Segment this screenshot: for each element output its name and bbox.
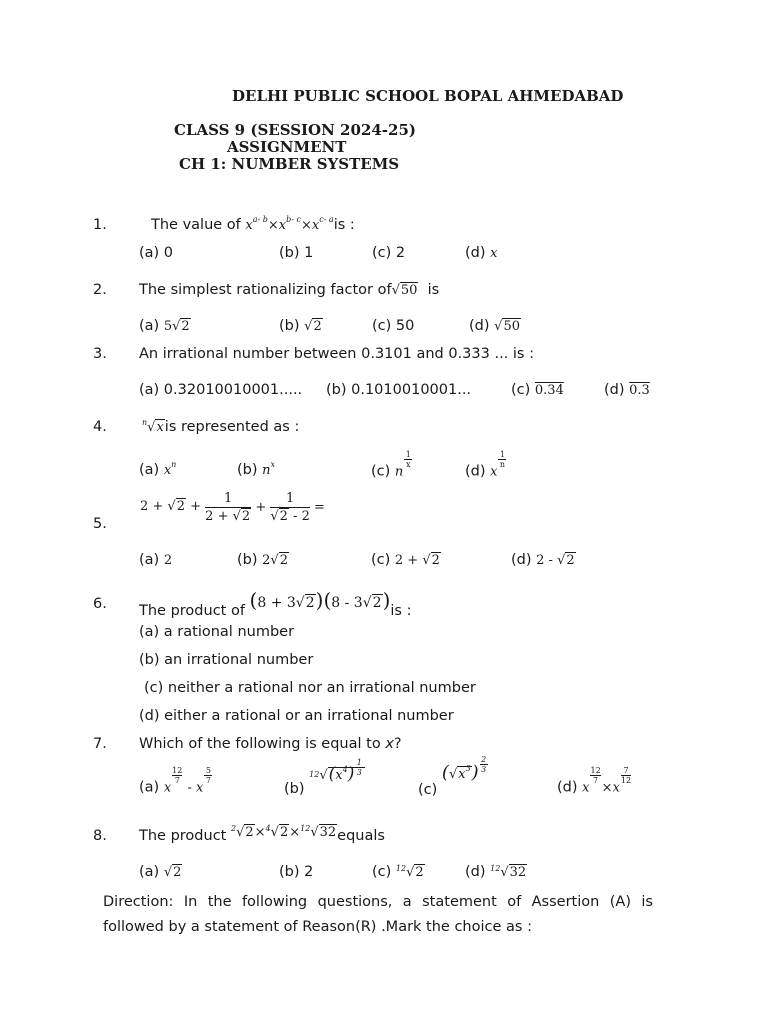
option: (a) 0	[139, 245, 174, 261]
question-text: Which of the following is equal to x?	[139, 736, 402, 752]
expression: 2 + √2 + $\frac{1}{2 + √2}$ + $\frac{1}{√2 - 2}$ =	[140, 491, 325, 524]
option: (c) 2 + √2	[371, 552, 440, 568]
question-number: 2.	[93, 282, 107, 298]
option: (d) x $\frac{1}{n}$	[465, 450, 506, 480]
option: (b) an irrational number	[139, 652, 314, 668]
option: (c) $^{12}$√2	[372, 864, 424, 880]
question-text: $^n$√xis represented as :	[142, 418, 300, 435]
option: (c) $(√x^3)$ $\frac{2}{3}$	[418, 755, 487, 798]
question-number: 7.	[93, 736, 107, 752]
expression: $^2$√2×$^4$√2×$^{12}$√32	[230, 824, 337, 840]
option: (d) x	[465, 245, 498, 261]
option: (a) a rational number	[139, 624, 295, 640]
question-text: An irrational number between 0.3101 and 0.333 ... is :	[139, 346, 534, 362]
expression: √50	[391, 283, 418, 298]
option: (a) $x^n$	[139, 460, 177, 478]
question-text: The product $^2$√2×$^4$√2×$^{12}$√32equals	[139, 824, 385, 844]
option: (c) 50	[372, 318, 415, 334]
school-name: DELHI PUBLIC SCHOOL BOPAL AHMEDABAD	[232, 87, 624, 105]
option: (d) x $\frac{12}{7}$ ×x $\frac{7}{12}$	[557, 766, 632, 796]
expression: (8 + 3√2)(8 - 3√2)	[249, 588, 391, 612]
question-number: 5.	[93, 516, 107, 532]
question-text: The value of $x^{a- b}\times x^{b- c}\times x^{c- a}is$ :	[151, 215, 355, 233]
chapter-title: CH 1: NUMBER SYSTEMS	[179, 155, 400, 173]
question-number: 4.	[93, 419, 107, 435]
option: (d) 0.3	[604, 382, 650, 398]
option: (a) 2	[139, 552, 173, 568]
option: (c) 2	[372, 245, 406, 261]
option: (d) √50	[469, 318, 520, 334]
question-text: The simplest rationalizing factor of√50 is	[139, 282, 440, 298]
option: (a) 5√2	[139, 318, 190, 334]
question-number: 3.	[93, 346, 107, 362]
direction-paragraph: Direction: In the following questions, a statement of Assertion (A) is followed by a statement of Reason(R) .Mark the choice as :	[103, 894, 653, 935]
option: (c) n $\frac{1}{x}$	[371, 450, 411, 480]
option: (a) √2	[139, 864, 182, 880]
expression: $^n$√x	[142, 418, 164, 435]
option: (b) 2	[279, 864, 314, 880]
option: (d) $^{12}$√32	[465, 864, 527, 880]
option: (d) 2 - √2	[511, 552, 575, 568]
option: (b) √2	[279, 318, 322, 334]
question-number: 8.	[93, 828, 107, 844]
question-number: 1.	[93, 217, 107, 233]
option: (b) $n^x$	[237, 460, 276, 478]
option: (b) $12√(x^4)$ $\frac{1}{3}$	[284, 778, 365, 799]
assignment-title: ASSIGNMENT	[227, 138, 347, 156]
option: (d) either a rational or an irrational number	[139, 708, 454, 724]
class-session: CLASS 9 (SESSION 2024-25)	[174, 121, 416, 139]
question-text: The product of (8 + 3√2)(8 - 3√2)is :	[139, 588, 412, 619]
option: (b) 0.1010010001...	[326, 382, 472, 398]
option: (b) 2√2	[237, 552, 288, 568]
option: (c) 0.34	[511, 382, 564, 398]
question-number: 6.	[93, 596, 107, 612]
expression: $x^{a- b}\times x^{b- c}\times x^{c- a}$	[245, 215, 334, 233]
option: (b) 1	[279, 245, 314, 261]
option: (a) x $\frac{12}{7}$ - x $\frac{5}{7}$	[139, 766, 211, 796]
option: (a) 0.32010010001.....	[139, 382, 303, 398]
option: (c) neither a rational nor an irrational number	[144, 680, 476, 696]
